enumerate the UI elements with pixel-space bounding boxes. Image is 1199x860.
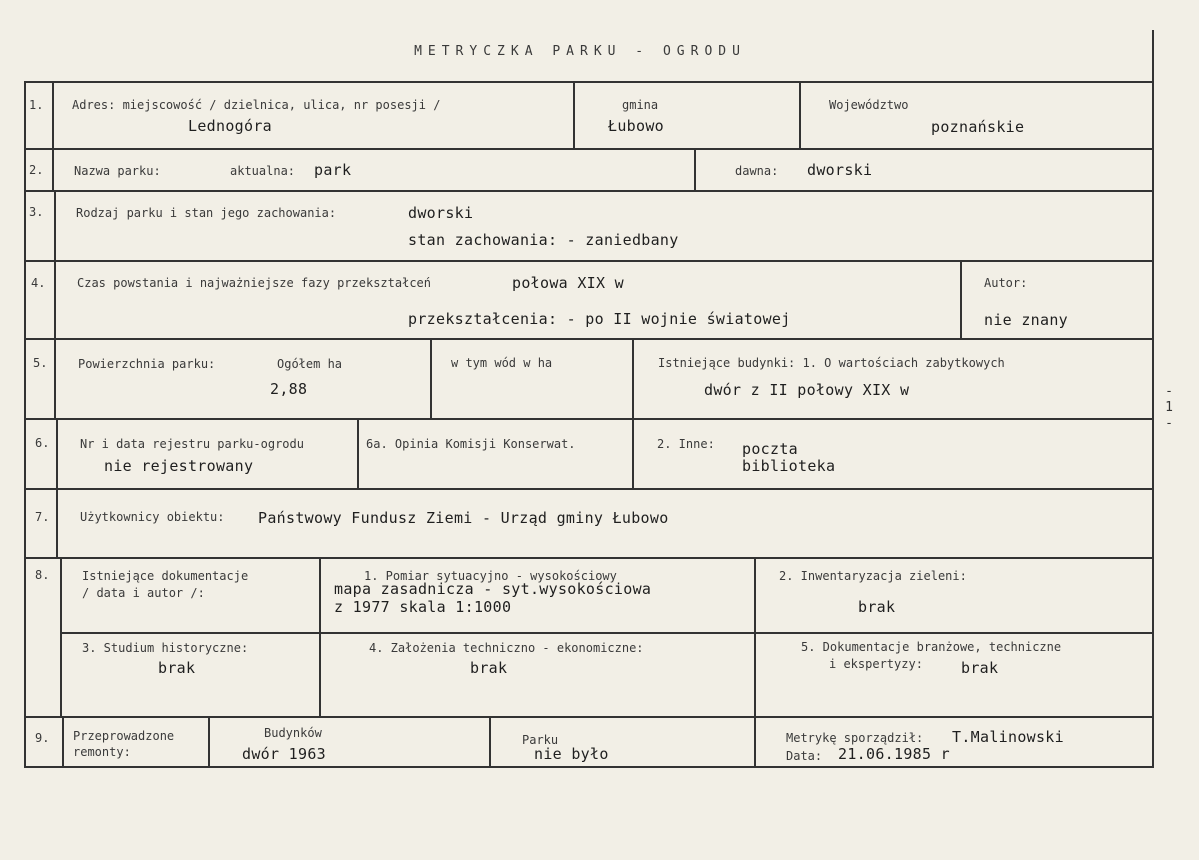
- total-area-label: Ogółem ha: [277, 357, 343, 371]
- renovations-label-2: remonty:: [73, 745, 131, 759]
- water-area-label: w tym wód w ha: [451, 356, 553, 370]
- rule: [24, 557, 1154, 559]
- row-number-1: 1.: [29, 98, 44, 112]
- rule: [754, 557, 756, 716]
- row-number-3: 3.: [29, 205, 44, 219]
- rule: [632, 338, 634, 418]
- prepared-by-value: T.Malinowski: [952, 728, 1064, 746]
- rule: [52, 81, 54, 148]
- rule: [632, 418, 634, 488]
- inventory-value: brak: [858, 598, 896, 616]
- row-number-2: 2.: [29, 163, 44, 177]
- rule: [24, 148, 1154, 150]
- rule: [430, 338, 432, 418]
- row-number-7: 7.: [35, 510, 50, 524]
- voivodeship-label: Województwo: [829, 98, 909, 112]
- origin-label: Czas powstania i najważniejsze fazy przekształceń: [77, 276, 432, 290]
- rule: [694, 148, 696, 190]
- rule: [960, 260, 962, 338]
- row-number-4: 4.: [31, 276, 46, 290]
- documentation-label-1: Istniejące dokumentacje: [82, 569, 249, 583]
- gmina-label: gmina: [622, 98, 659, 112]
- current-name-value: park: [314, 161, 352, 179]
- rule: [357, 418, 359, 488]
- branch-docs-label-2: i ekspertyzy:: [829, 657, 923, 671]
- other-value-library: biblioteka: [742, 457, 836, 475]
- park-renovation-label: Parku: [522, 733, 559, 747]
- park-type-value: dworski: [408, 204, 474, 222]
- inventory-label: 2. Inwentaryzacja zieleni:: [779, 569, 967, 583]
- rule: [56, 418, 58, 488]
- page-number: - 1 -: [1165, 384, 1173, 431]
- prepared-by-label: Metrykę sporządził:: [786, 731, 924, 745]
- document-title: METRYCZKA PARKU - OGRODU: [414, 44, 746, 59]
- address-label: Adres: miejscowość / dzielnica, ulica, nr posesji /: [72, 98, 441, 112]
- former-name-label: dawna:: [735, 164, 779, 178]
- rule: [24, 260, 1154, 262]
- users-label: Użytkownicy obiektu:: [80, 510, 225, 524]
- buildings-renovation-label: Budynków: [264, 726, 322, 740]
- rule: [208, 716, 210, 766]
- historical-study-value: brak: [158, 659, 196, 677]
- date-value: 21.06.1985 r: [838, 745, 950, 763]
- rule: [24, 716, 1154, 718]
- author-value: nie znany: [984, 311, 1068, 329]
- rule: [54, 260, 56, 338]
- row-number-5: 5.: [33, 356, 48, 370]
- gmina-value: Łubowo: [608, 117, 664, 135]
- row-number-9: 9.: [35, 731, 50, 745]
- register-value: nie rejestrowany: [104, 457, 254, 475]
- rule: [24, 190, 1154, 192]
- rule: [56, 488, 58, 557]
- rule: [489, 716, 491, 766]
- rule: [60, 557, 62, 716]
- rule: [799, 81, 801, 148]
- rule: [573, 81, 575, 148]
- users-value: Państwowy Fundusz Ziemi - Urząd gminy Łubowo: [258, 509, 669, 527]
- park-type-label: Rodzaj parku i stan jego zachowania:: [76, 206, 337, 220]
- date-label: Data:: [786, 749, 823, 763]
- branch-docs-value: brak: [961, 659, 999, 677]
- rule: [24, 418, 1154, 420]
- rule: [1152, 30, 1154, 768]
- rule: [24, 81, 1154, 83]
- rule: [54, 338, 56, 418]
- current-name-label: aktualna:: [230, 164, 296, 178]
- rule: [24, 488, 1154, 490]
- area-label: Powierzchnia parku:: [78, 357, 216, 371]
- row-number-8: 8.: [35, 568, 50, 582]
- buildings-renovation-value: dwór 1963: [242, 745, 326, 763]
- rule: [24, 81, 26, 768]
- technical-assumptions-label: 4. Założenia techniczno - ekonomiczne:: [369, 641, 644, 655]
- rule: [319, 557, 321, 716]
- branch-docs-label-1: 5. Dokumentacje branżowe, techniczne: [801, 640, 1062, 654]
- rule: [754, 716, 756, 766]
- author-label: Autor:: [984, 276, 1028, 290]
- survey-value-2: z 1977 skala 1:1000: [334, 598, 512, 616]
- origin-value: połowa XIX w: [512, 274, 624, 292]
- transformations-value: przekształcenia: - po II wojnie światowej: [408, 310, 791, 328]
- total-area-value: 2,88: [270, 380, 308, 398]
- preservation-state-value: stan zachowania: - zaniedbany: [408, 231, 679, 249]
- former-name-value: dworski: [807, 161, 873, 179]
- park-name-label: Nazwa parku:: [74, 164, 161, 178]
- technical-assumptions-value: brak: [470, 659, 508, 677]
- rule: [24, 766, 1154, 768]
- rule: [24, 338, 1154, 340]
- historical-study-label: 3. Studium historyczne:: [82, 641, 249, 655]
- rule: [62, 716, 64, 766]
- voivodeship-value: poznańskie: [931, 118, 1025, 136]
- survey-label: 1. Pomiar sytuacyjno - wysokościowy: [364, 569, 617, 583]
- existing-buildings-label: Istniejące budynki: 1. O wartościach zabytkowych: [658, 356, 1005, 370]
- row-number-6: 6.: [35, 436, 50, 450]
- rule: [54, 190, 56, 260]
- survey-value-1: mapa zasadnicza - syt.wysokościowa: [334, 580, 652, 598]
- other-value-post: poczta: [742, 440, 798, 458]
- rule: [52, 148, 54, 190]
- park-renovation-value: nie było: [534, 745, 609, 763]
- register-label: Nr i data rejestru parku-ogrodu: [80, 437, 304, 451]
- rule: [60, 632, 1154, 634]
- other-label: 2. Inne:: [657, 437, 715, 451]
- documentation-label-2: / data i autor /:: [82, 586, 205, 600]
- address-value: Lednogóra: [188, 117, 272, 135]
- existing-buildings-value: dwór z II połowy XIX w: [704, 381, 910, 399]
- renovations-label-1: Przeprowadzone: [73, 729, 175, 743]
- opinion-label: 6a. Opinia Komisji Konserwat.: [366, 437, 576, 451]
